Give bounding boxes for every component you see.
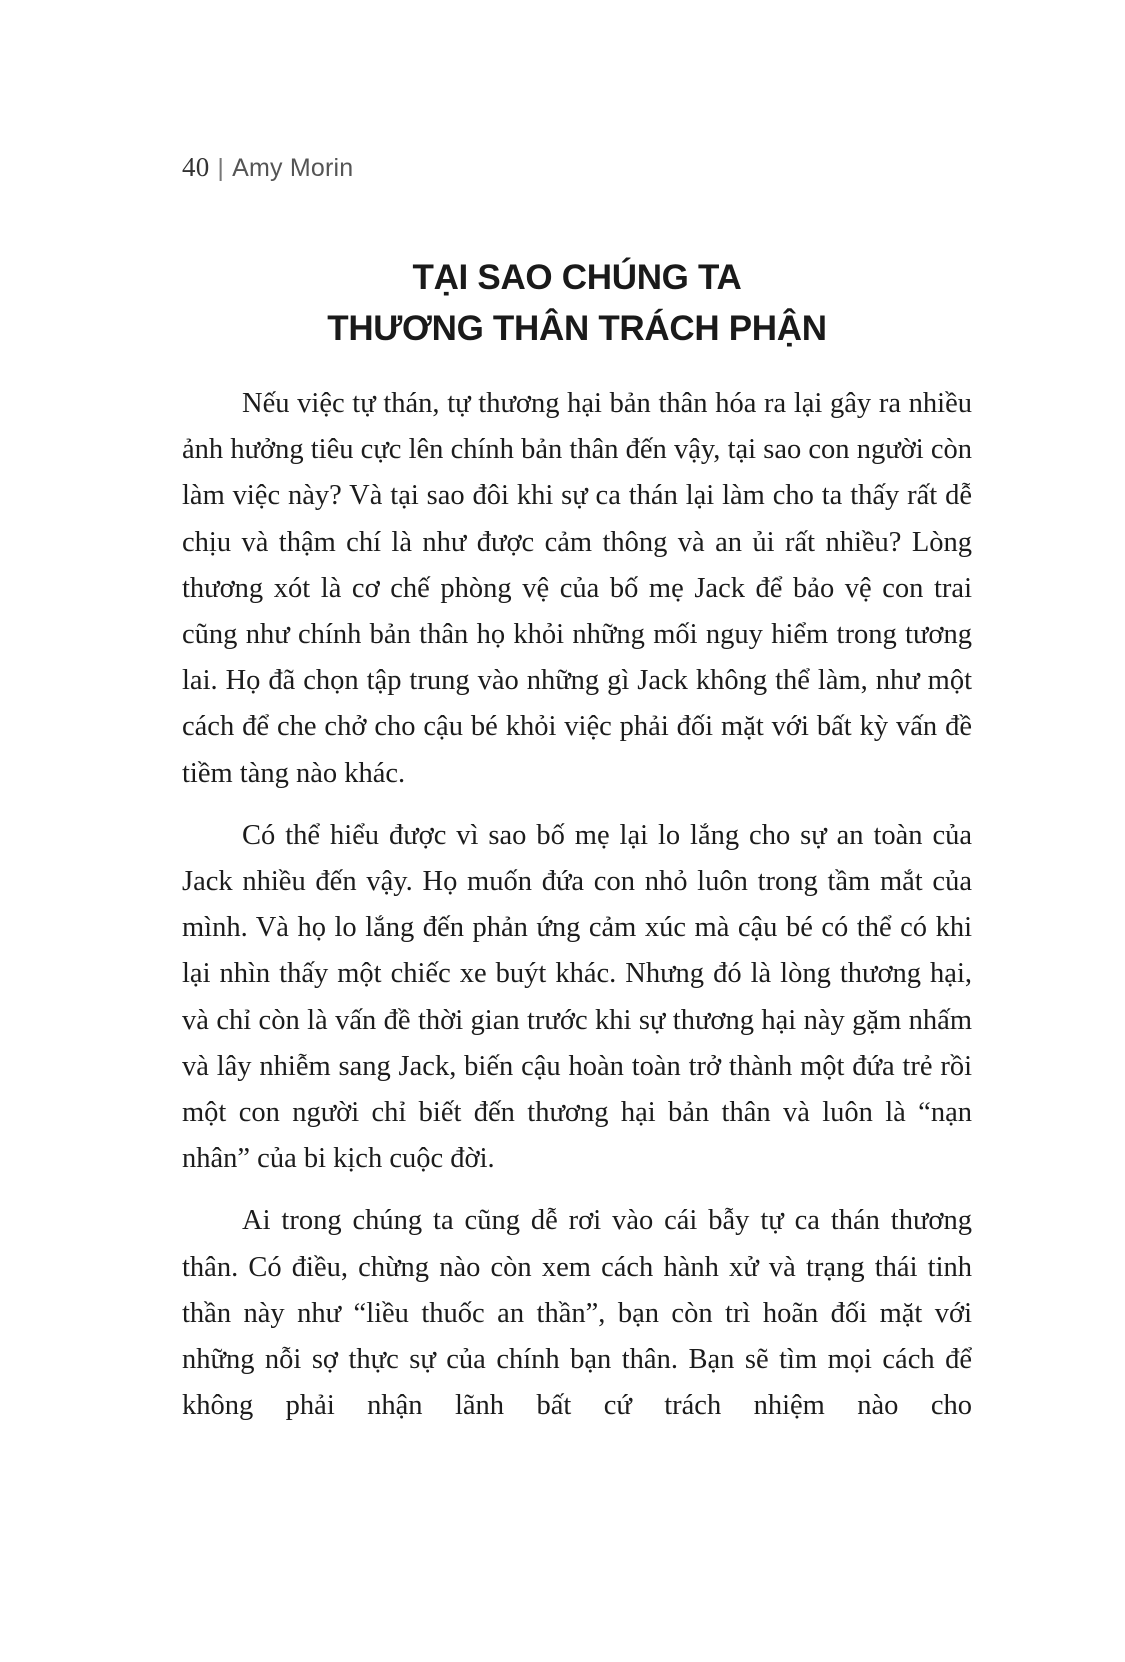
paragraph-3: Ai trong chúng ta cũng dễ rơi vào cái bẫy tự ca thán thương thân. Có điều, chừng nào còn xem cách hành xử và trạng thái tinh thần này như “liều thuốc an thần”, bạn còn trì hoãn đối mặt với những nỗi sợ thực sự của chính bạn thân. Bạn sẽ tìm mọi cách để không phải nhận lãnh bất cứ trách nhiệm nào cho xyxy=(182,1205,972,1422)
body-text xyxy=(182,381,972,1445)
page-number: 40 xyxy=(182,152,210,182)
section-title xyxy=(182,252,972,354)
header-separator: | xyxy=(217,154,225,182)
running-header xyxy=(182,150,353,185)
section-title-line-1: TẠI SAO CHÚNG TA xyxy=(412,258,742,297)
paragraph-2: Có thể hiểu được vì sao bố mẹ lại lo lắng cho sự an toàn của Jack nhiều đến vậy. Họ muốn đứa con nhỏ luôn trong tầm mắt của mình. Và họ lo lắng đến phản ứng cảm xúc mà cậu bé có thể có khi lại nhìn thấy một chiếc xe buýt khác. Nhưng đó là lòng thương hại, và chỉ còn là vấn đề thời gian trước khi sự thương hại này gặm nhấm và lây nhiễm sang Jack, biến cậu hoàn toàn trở thành một đứa trẻ rồi một con người chỉ biết đến thương hại bản thân và luôn là “nạn nhân” của bi kịch cuộc đời. xyxy=(182,819,972,1175)
paragraph-1: Nếu việc tự thán, tự thương hại bản thân hóa ra lại gây ra nhiều ảnh hưởng tiêu cực lên chính bản thân đến vậy, tại sao con người còn làm việc này? Và tại sao đôi khi sự ca thán lại làm cho ta thấy rất dễ chịu và thậm chí là như được cảm thông và an ủi rất nhiều? Lòng thương xót là cơ chế phòng vệ của bố mẹ Jack để bảo vệ con trai cũng như chính bản thân họ khỏi những mối nguy hiểm trong tương lai. Họ đã chọn tập trung vào những gì Jack không thể làm, như một cách để che chở cho cậu bé khỏi việc phải đối mặt với bất kỳ vấn đề tiềm tàng nào khác. xyxy=(182,388,972,789)
section-title-line-2: THƯƠNG THÂN TRÁCH PHẬN xyxy=(327,309,827,348)
author-name: Amy Morin xyxy=(232,154,354,182)
